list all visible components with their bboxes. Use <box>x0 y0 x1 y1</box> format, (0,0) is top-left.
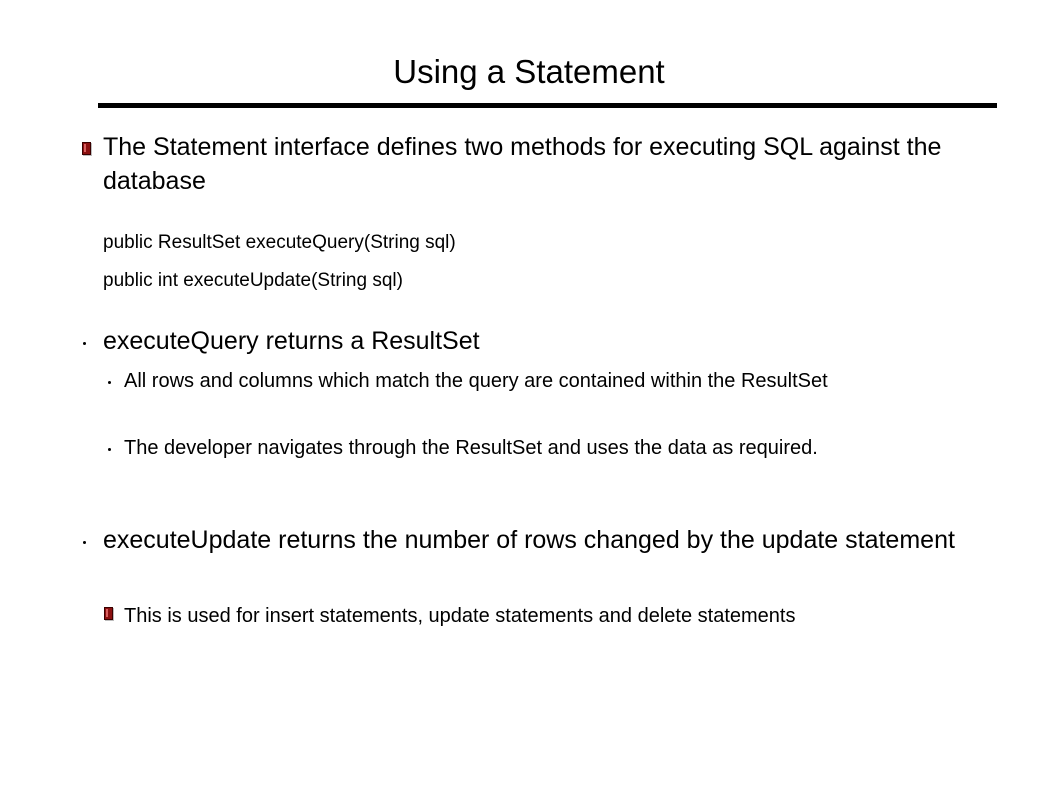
bullet-execute-query-text: executeQuery returns a ResultSet <box>103 327 480 355</box>
bullet-intro-text: The Statement interface defines two methods for executing SQL against the database <box>103 133 942 195</box>
code-line-execute-update: public int executeUpdate(String sql) <box>103 270 403 291</box>
dot-bullet-icon <box>108 448 111 451</box>
dot-bullet-icon <box>83 342 86 345</box>
subbullet-rows-columns <box>124 368 964 394</box>
subbullet-developer-navigates <box>124 435 964 461</box>
bullet-execute-update <box>103 523 963 557</box>
bullet-intro <box>103 130 963 198</box>
bullet-execute-update-text: executeUpdate returns the number of rows changed by the update statement <box>103 526 955 554</box>
dot-bullet-icon <box>83 541 86 544</box>
subbullet-rows-columns-text: All rows and columns which match the query are contained within the ResultSet <box>124 370 828 392</box>
dot-bullet-icon <box>108 381 111 384</box>
code-line-execute-query: public ResultSet executeQuery(String sql) <box>103 232 456 253</box>
slide-title: Using a Statement <box>393 53 665 90</box>
bullet-execute-query <box>103 324 963 358</box>
subbullet-insert-update-delete <box>124 603 964 629</box>
subbullet-developer-navigates-text: The developer navigates through the ResultSet and uses the data as required. <box>124 437 818 459</box>
title-divider <box>98 103 997 108</box>
subbullet-insert-update-delete-text: This is used for insert statements, update statements and delete statements <box>124 605 796 627</box>
square-bullet-icon <box>82 142 91 155</box>
square-bullet-icon <box>104 607 113 620</box>
